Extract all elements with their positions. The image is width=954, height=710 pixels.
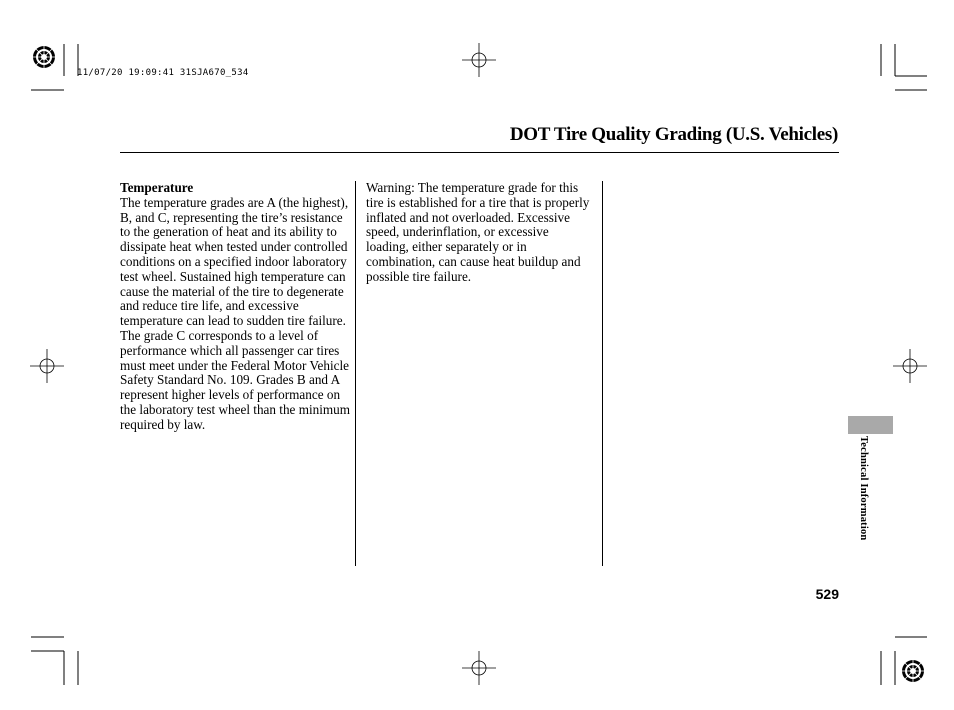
temperature-body-text: The temperature grades are A (the highest), B, and C, representing the tire’s resistance to the generation of heat and its ability to dissipate heat when tested under controlled conditions on a specified indoor laboratory test wheel. Sustained high temperature can cause the material of the tire to degenerate and reduce tire life, and excessive temperature can lead to sudden tire failure. The grade C corresponds to a level of performance which all passenger car tires must meet under the Federal Motor Vehicle Safety Standard No. 109. Grades B and A represent higher levels of performance on the laboratory test wheel than the minimum required by law.: [120, 194, 350, 432]
section-tab-block: [848, 416, 893, 434]
registration-target-top-left: [33, 46, 55, 68]
title-rule: [120, 152, 839, 153]
warning-body-text: Warning: The temperature grade for this tire is established for a tire that is properly inflated and not overloaded. Excessive speed, underinflation, or excessive loading, either separately or in combination, can cause heat buildup and possible tire failure.: [366, 180, 590, 284]
left-column: [120, 181, 350, 433]
registration-cross-bottom: [462, 651, 496, 685]
print-stamp: 11/07/20 19:09:41 31SJA670_534: [77, 68, 249, 78]
registration-target-bottom-right: [902, 660, 924, 682]
registration-cross-top: [462, 43, 496, 77]
page-number: 529: [815, 586, 839, 602]
page-title: DOT Tire Quality Grading (U.S. Vehicles): [509, 124, 838, 145]
section-heading-temperature: Temperature: [120, 180, 194, 195]
column-divider-1: [355, 181, 356, 566]
section-tab-label: Technical Information: [858, 436, 869, 541]
registration-cross-left: [30, 349, 64, 383]
registration-cross-right: [893, 349, 927, 383]
column-divider-2: [602, 181, 603, 566]
middle-column: [366, 181, 594, 285]
